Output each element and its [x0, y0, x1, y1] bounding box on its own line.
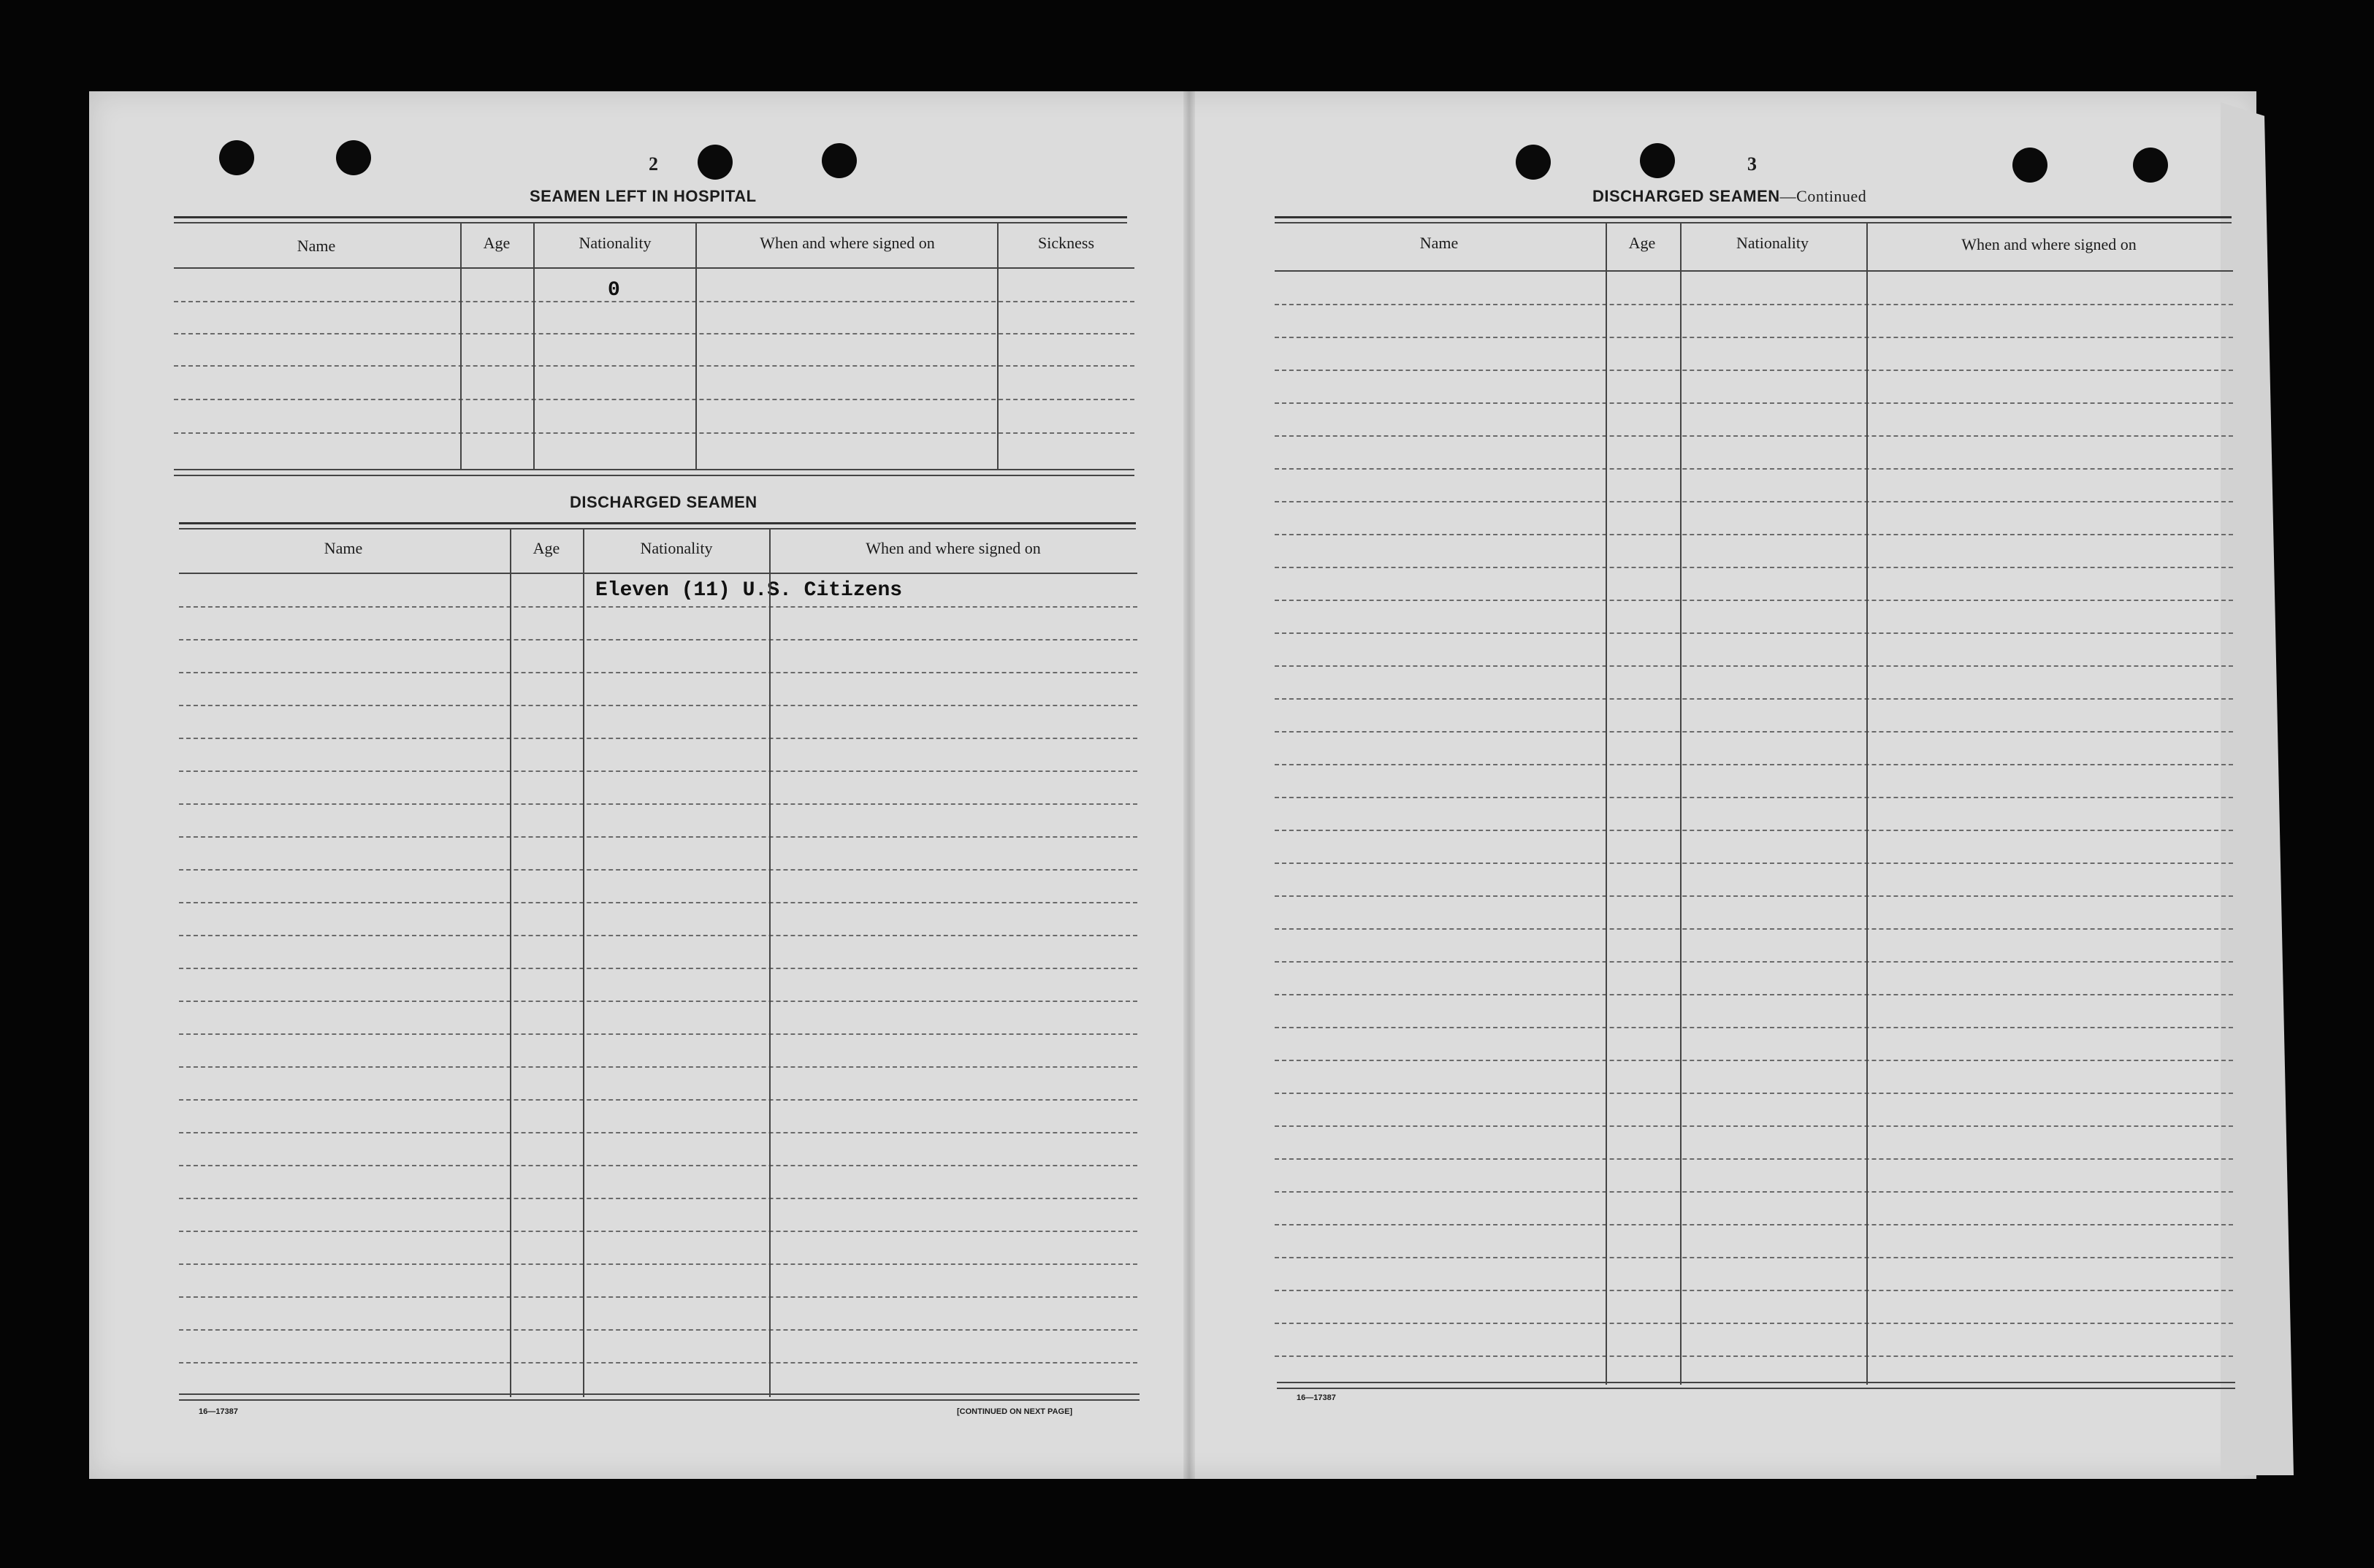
table-row [1275, 961, 2233, 963]
table-row [179, 1231, 1137, 1232]
table-row [179, 836, 1137, 838]
table-row [1275, 1060, 2233, 1061]
table-row [179, 1066, 1137, 1068]
table-rule [174, 475, 1134, 476]
punch-hole [822, 143, 857, 178]
column-divider [1866, 222, 1868, 1385]
table-row [179, 1198, 1137, 1199]
table-rule [1275, 270, 2233, 272]
table-row [179, 738, 1137, 739]
table-row [179, 1001, 1137, 1002]
table-row [179, 902, 1137, 903]
section-title-discharged-continued [1592, 187, 1866, 206]
column-header-name: Name [297, 237, 336, 255]
column-divider [695, 222, 697, 469]
table-row [1275, 534, 2233, 535]
form-number: 16—17387 [199, 1407, 238, 1416]
table-row [174, 432, 1134, 434]
table-row [174, 365, 1134, 367]
column-header-signed-on: When and where signed on [1961, 235, 2137, 253]
column-header-nationality: Nationality [579, 234, 652, 252]
column-divider [769, 528, 771, 1397]
table-row [1275, 928, 2233, 930]
column-header-age: Age [1628, 234, 1656, 252]
column-divider [1606, 222, 1607, 1385]
table-rule [1277, 1382, 2235, 1383]
table-row [179, 639, 1137, 640]
table-row [179, 1165, 1137, 1166]
table-row [1275, 632, 2233, 634]
column-header-name: Name [324, 539, 363, 557]
table-row [179, 1329, 1137, 1331]
table-row [1275, 731, 2233, 733]
table-row [174, 333, 1134, 334]
column-divider [583, 528, 584, 1397]
table-rule [1275, 216, 2232, 218]
table-row [1275, 1290, 2233, 1291]
table-row [1275, 1191, 2233, 1193]
table-row [174, 399, 1134, 400]
page-number: 3 [1747, 153, 1757, 175]
table-row [1275, 1323, 2233, 1324]
table-row [1275, 337, 2233, 338]
table-row [1275, 600, 2233, 601]
table-rule [179, 522, 1136, 524]
table-row [1275, 1224, 2233, 1225]
table-row [179, 1263, 1137, 1265]
table-row [1275, 797, 2233, 798]
section-title-hospital: SEAMEN LEFT IN HOSPITAL [530, 187, 757, 205]
table-rule [174, 469, 1134, 470]
column-header-name: Name [1419, 234, 1459, 252]
continued-note: [CONTINUED ON NEXT PAGE] [957, 1407, 1073, 1416]
document-sheet [89, 91, 2256, 1479]
typed-entry: Eleven (11) U.S. Citizens [595, 579, 903, 602]
form-number: 16—17387 [1297, 1393, 1336, 1402]
column-header-age: Age [533, 539, 560, 557]
table-row [179, 968, 1137, 969]
table-row [179, 606, 1137, 608]
punch-hole [2133, 148, 2168, 183]
table-row [1275, 370, 2233, 371]
table-row [179, 672, 1137, 673]
table-row [1275, 863, 2233, 864]
table-row [1275, 501, 2233, 502]
table-row [1275, 1158, 2233, 1160]
section-title-discharged: DISCHARGED SEAMEN [570, 493, 757, 511]
table-row [179, 705, 1137, 706]
table-row [1275, 830, 2233, 831]
table-row [1275, 468, 2233, 470]
punch-hole [219, 140, 254, 175]
table-rule [179, 1393, 1140, 1395]
table-row [1275, 304, 2233, 305]
punch-hole [336, 140, 371, 175]
center-fold [1183, 91, 1195, 1479]
table-row [179, 1099, 1137, 1101]
table-rule [179, 1399, 1140, 1401]
punch-hole [1640, 143, 1675, 178]
column-divider [460, 222, 462, 469]
column-header-signed-on: When and where signed on [760, 234, 935, 252]
table-row [179, 770, 1137, 772]
table-row [1275, 895, 2233, 897]
punch-hole [2012, 148, 2047, 183]
table-row [179, 1033, 1137, 1035]
table-row [1275, 698, 2233, 700]
title-suffix: —Continued [1779, 187, 1867, 205]
column-header-nationality: Nationality [640, 539, 713, 557]
column-header-sickness: Sickness [1038, 234, 1094, 252]
table-rule [1277, 1388, 2235, 1389]
table-row [179, 1362, 1137, 1364]
table-row [179, 935, 1137, 936]
table-row [179, 1296, 1137, 1298]
table-rule [1275, 222, 2232, 223]
column-divider [533, 222, 535, 469]
title-main: DISCHARGED SEAMEN [1592, 187, 1780, 205]
table-row [1275, 994, 2233, 995]
column-divider [1680, 222, 1682, 1385]
table-row [1275, 435, 2233, 437]
table-rule [179, 528, 1136, 529]
typed-entry: 0 [608, 279, 620, 302]
punch-hole [698, 145, 733, 180]
column-header-nationality: Nationality [1736, 234, 1809, 252]
table-row [179, 803, 1137, 805]
table-rule [179, 573, 1137, 574]
column-header-age: Age [483, 234, 511, 252]
table-rule [174, 267, 1134, 269]
table-row [1275, 1355, 2233, 1357]
table-rule [174, 222, 1127, 223]
page-number: 2 [649, 153, 658, 175]
column-header-signed-on: When and where signed on [866, 539, 1041, 557]
table-row [1275, 665, 2233, 667]
table-row [1275, 1027, 2233, 1028]
column-divider [510, 528, 511, 1397]
page-edge [2221, 102, 2294, 1475]
table-row [1275, 764, 2233, 765]
punch-hole [1516, 145, 1551, 180]
table-row [1275, 1125, 2233, 1127]
table-row [179, 869, 1137, 871]
table-row [174, 301, 1134, 302]
table-rule [174, 216, 1127, 218]
table-row [1275, 1093, 2233, 1094]
column-divider [997, 222, 999, 469]
table-row [1275, 1257, 2233, 1258]
table-row [1275, 567, 2233, 568]
table-row [179, 1132, 1137, 1133]
table-row [1275, 402, 2233, 404]
